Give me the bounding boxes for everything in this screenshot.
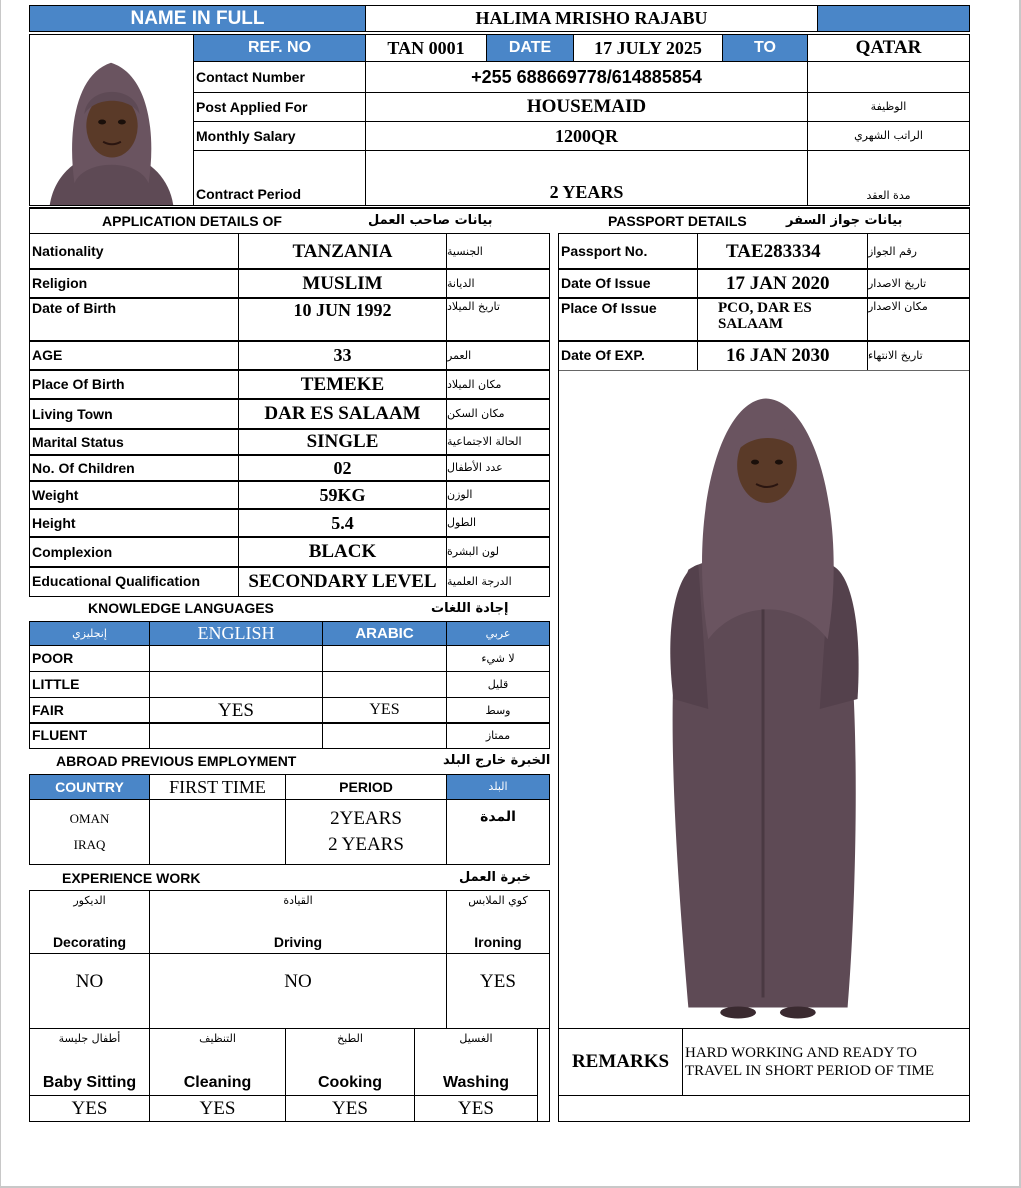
period-header: PERIOD <box>285 774 447 800</box>
skill-arabic: الديكور <box>73 894 106 907</box>
application-value: BLACK <box>238 536 447 568</box>
application-label: Religion <box>29 268 239 299</box>
first-time-cell <box>149 799 286 865</box>
skill-blank-cell <box>537 1028 550 1122</box>
passport-label: Place Of Issue <box>558 297 698 342</box>
to-value: QATAR <box>807 34 970 62</box>
english-arabic-header: إنجليزي <box>29 621 150 646</box>
skill-label: Cleaning <box>183 1074 252 1092</box>
skill-value: NO <box>29 953 150 1029</box>
languages-title: KNOWLEDGE LANGUAGES <box>88 600 274 617</box>
country-arabic-header: البلد <box>446 774 550 800</box>
name-value: HALIMA MRISHO RAJABU <box>365 5 818 32</box>
application-arabic: الحالة الاجتماعية <box>446 428 550 456</box>
experience-title-row <box>29 865 550 891</box>
period-item: 2YEARS <box>330 808 402 830</box>
application-value: 5.4 <box>238 508 447 538</box>
skill-value: YES <box>149 1095 286 1122</box>
country-header: COUNTRY <box>29 774 150 800</box>
skill-header-cell <box>149 1028 286 1096</box>
application-arabic: الطول <box>446 508 550 538</box>
application-arabic: لون البشرة <box>446 536 550 568</box>
language-level-arabic: قليل <box>446 671 550 698</box>
application-label: Place Of Birth <box>29 369 239 400</box>
post-label: Post Applied For <box>193 92 366 122</box>
portrait-photo <box>29 34 194 206</box>
date-value: 17 JULY 2025 <box>573 34 723 62</box>
application-label: Educational Qualification <box>29 566 239 597</box>
skill-arabic: الغسيل <box>459 1032 493 1045</box>
abroad-title-arabic: الخبرة خارج البلد <box>443 753 550 769</box>
contract-arabic: مدة العقد <box>807 150 970 206</box>
skill-header-cell <box>29 890 150 954</box>
application-value: SECONDARY LEVEL <box>238 566 447 597</box>
to-label: TO <box>722 34 808 62</box>
full-length-photo <box>558 369 970 1029</box>
application-label: Nationality <box>29 233 239 270</box>
application-label: Date of Birth <box>29 297 239 342</box>
application-arabic: الجنسية <box>446 233 550 270</box>
languages-title-row <box>29 596 550 621</box>
skill-value: YES <box>29 1095 150 1122</box>
remarks-label: REMARKS <box>558 1028 683 1096</box>
application-value: TANZANIA <box>238 233 447 270</box>
skill-header-cell <box>149 890 447 954</box>
section-title-row <box>29 207 970 233</box>
period-item: 2 YEARS <box>328 834 404 855</box>
passport-value: 16 JAN 2030 <box>697 340 868 371</box>
full-length-photo-graphic <box>559 369 969 1029</box>
skill-value: YES <box>446 953 550 1029</box>
application-arabic: تاريخ الميلاد <box>446 297 550 342</box>
passport-label: Passport No. <box>558 233 698 270</box>
country-item: OMAN <box>69 811 110 827</box>
passport-value: 17 JAN 2020 <box>697 268 868 299</box>
application-arabic: مكان السكن <box>446 398 550 430</box>
language-level: FLUENT <box>29 722 150 749</box>
contract-label: Contract Period <box>193 150 366 206</box>
portrait-photo-graphic <box>30 34 193 206</box>
post-arabic: الوظيفة <box>807 92 970 122</box>
skill-header-cell <box>446 890 550 954</box>
application-value: SINGLE <box>238 428 447 456</box>
application-label: No. Of Children <box>29 454 239 482</box>
contact-label: Contact Number <box>193 61 366 93</box>
application-arabic: العمر <box>446 340 550 371</box>
ref-label: REF. NO <box>193 34 366 62</box>
application-arabic: الديانة <box>446 268 550 299</box>
ref-value: TAN 0001 <box>365 34 487 62</box>
abroad-title-row <box>29 748 550 774</box>
language-level: POOR <box>29 645 150 672</box>
name-label: NAME IN FULL <box>29 5 366 32</box>
post-value: HOUSEMAID <box>365 92 808 122</box>
application-label: Living Town <box>29 398 239 430</box>
header-blue-filler <box>817 5 970 32</box>
application-value: DAR ES SALAAM <box>238 398 447 430</box>
application-value: 59KG <box>238 480 447 510</box>
application-title: APPLICATION DETAILS OF <box>102 212 282 229</box>
skill-label: Washing <box>442 1074 510 1092</box>
passport-arabic: تاريخ الاصدار <box>867 268 970 299</box>
country-item: IRAQ <box>73 837 106 852</box>
contact-value: +255 688669778/614885854 <box>365 61 808 93</box>
application-arabic: الوزن <box>446 480 550 510</box>
arabic-level-value <box>322 722 447 749</box>
experience-title-arabic: خبرة العمل <box>459 870 531 886</box>
passport-arabic: رقم الجواز <box>867 233 970 270</box>
periods-cell <box>285 799 447 865</box>
skill-arabic: التنظيف <box>199 1032 236 1045</box>
skill-arabic: الطبخ <box>337 1032 363 1045</box>
language-level: FAIR <box>29 697 150 724</box>
english-level-value <box>149 645 323 672</box>
application-value: 02 <box>238 454 447 482</box>
application-label: Marital Status <box>29 428 239 456</box>
arabic-level-value <box>322 645 447 672</box>
passport-value: TAE283334 <box>697 233 868 270</box>
english-level-value <box>149 722 323 749</box>
language-level-arabic: لا شيء <box>446 645 550 672</box>
application-value: TEMEKE <box>238 369 447 400</box>
skill-header-cell <box>414 1028 538 1096</box>
arabic-level-value <box>322 671 447 698</box>
contact-arabic <box>807 61 970 93</box>
english-header: ENGLISH <box>149 621 323 646</box>
countries-cell <box>29 799 150 865</box>
language-level-arabic: ممتاز <box>446 722 550 749</box>
application-value: 10 JUN 1992 <box>238 297 447 342</box>
application-label: Weight <box>29 480 239 510</box>
passport-value: PCO, DAR ES SALAAM <box>697 297 868 342</box>
salary-label: Monthly Salary <box>193 121 366 151</box>
language-level-arabic: وسط <box>446 697 550 724</box>
first-time-header: FIRST TIME <box>149 774 286 800</box>
arabic-arabic-header: عربي <box>446 621 550 646</box>
passport-title-arabic: بيانات جواز السفر <box>786 213 903 229</box>
skill-arabic: كوي الملابس <box>468 894 528 907</box>
application-value: 33 <box>238 340 447 371</box>
application-arabic: مكان الميلاد <box>446 369 550 400</box>
skill-arabic: القيادة <box>283 894 313 907</box>
passport-title: PASSPORT DETAILS <box>608 212 747 229</box>
skill-label: Cooking <box>318 1074 382 1092</box>
skill-value: YES <box>414 1095 538 1122</box>
contract-value: 2 YEARS <box>365 150 808 206</box>
salary-value: 1200QR <box>365 121 808 151</box>
application-label: AGE <box>29 340 239 371</box>
abroad-title: ABROAD PREVIOUS EMPLOYMENT <box>56 752 297 769</box>
application-value: MUSLIM <box>238 268 447 299</box>
passport-label: Date Of Issue <box>558 268 698 299</box>
passport-label: Date Of EXP. <box>558 340 698 371</box>
language-level: LITTLE <box>29 671 150 698</box>
skill-label: Baby Sitting <box>42 1074 137 1092</box>
skill-label: Decorating <box>52 934 127 951</box>
skill-arabic: أطفال جليسة <box>58 1032 121 1045</box>
skill-label: Driving <box>273 934 323 951</box>
application-arabic: عدد الأطفال <box>446 454 550 482</box>
application-arabic: الدرجة العلمية <box>446 566 550 597</box>
passport-arabic: مكان الاصدار <box>867 297 970 342</box>
remarks-blank-row <box>558 1095 970 1122</box>
period-arabic-cell: المدة <box>446 799 550 865</box>
arabic-header: ARABIC <box>322 621 447 646</box>
application-label: Height <box>29 508 239 538</box>
skill-value: NO <box>149 953 447 1029</box>
application-title-arabic: بيانات صاحب العمل <box>368 213 493 229</box>
remarks-text: HARD WORKING AND READY TO TRAVEL IN SHORT PERIOD OF TIME <box>682 1028 970 1096</box>
languages-title-arabic: إجادة اللغات <box>431 600 509 616</box>
english-level-value: YES <box>149 697 323 724</box>
skill-label: Ironing <box>474 934 522 951</box>
date-label: DATE <box>486 34 574 62</box>
skill-header-cell <box>285 1028 415 1096</box>
arabic-level-value: YES <box>322 697 447 724</box>
skill-value: YES <box>285 1095 415 1122</box>
english-level-value <box>149 671 323 698</box>
experience-title: EXPERIENCE WORK <box>62 869 201 886</box>
skill-header-cell <box>29 1028 150 1096</box>
passport-arabic: تاريخ الانتهاء <box>867 340 970 371</box>
salary-arabic: الراتب الشهري <box>807 121 970 151</box>
application-label: Complexion <box>29 536 239 568</box>
